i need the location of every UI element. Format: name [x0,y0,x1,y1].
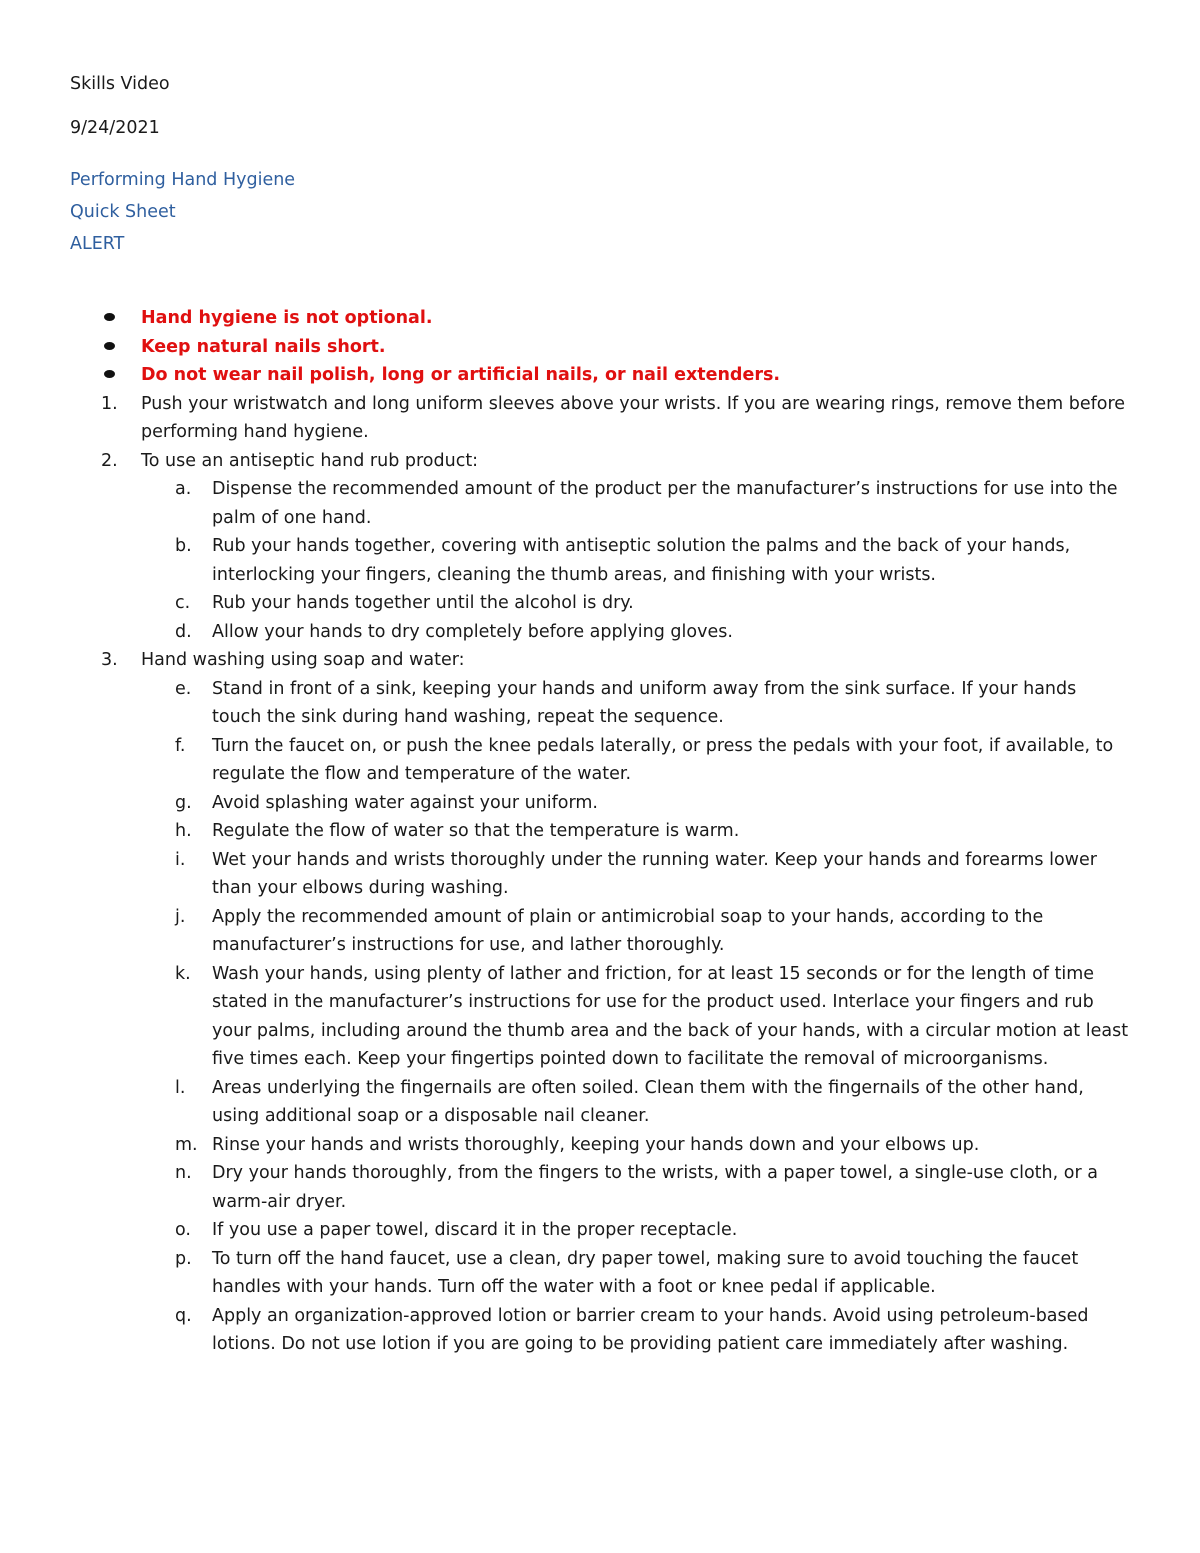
substep-text: Apply an organization-approved lotion or barrier cream to your hands. Avoid using petroleum-based lotions. Do not use lotion if you are going to be providing patient care immediately after washing. [212,1305,1089,1354]
procedure-step [70,390,1130,447]
procedure-steps [70,390,1130,1359]
substep-text: Wet your hands and wrists thoroughly under the running water. Keep your hands and forearms lower than your elbows during washing. [212,849,1097,898]
document-title: Skills Video [70,74,170,94]
substep-text: Rub your hands together, covering with antiseptic solution the palms and the back of your hands, interlocking your fingers, cleaning the thumb areas, and finishing with your wrists. [212,536,1071,585]
alert-list [70,304,1130,390]
substep-text: Stand in front of a sink, keeping your hands and uniform away from the sink surface. If your hands touch the sink during hand washing, repeat the sequence. [212,678,1077,727]
substep-letter: b. [175,536,192,556]
substep-letter: j. [175,906,186,927]
substep-letter: a. [175,479,192,499]
procedure-substep [70,903,1130,960]
procedure-substep [70,532,1130,589]
procedure-substep [70,1216,1130,1245]
procedure-substep [70,675,1130,732]
step-number: 2. [101,450,118,471]
step-text: To use an antiseptic hand rub product: [141,450,479,471]
substep-letter: f. [175,735,186,756]
procedure-substep [70,1159,1130,1216]
procedure-substep [70,1131,1130,1160]
bullet-icon [104,342,115,350]
alert-item [70,333,1130,362]
procedure-substep [70,618,1130,647]
substep-letter: c. [175,593,191,613]
sheet-heading: Performing Hand Hygiene [70,170,296,190]
substep-letter: d. [175,621,192,642]
procedure-substep [70,846,1130,903]
substep-list [141,475,1130,646]
alert-item [70,361,1130,390]
step-number: 3. [101,650,118,670]
step-text: Hand washing using soap and water: [141,650,465,670]
substep-letter: i. [175,849,186,870]
substep-text: Dry your hands thoroughly, from the fingers to the wrists, with a paper towel, a single-use cloth, or a warm-air dryer. [212,1163,1098,1212]
alert-text: Hand hygiene is not optional. [141,308,433,328]
procedure-substep [70,1245,1130,1302]
substep-text: Rub your hands together until the alcohol is dry. [212,593,634,613]
substep-text: Allow your hands to dry completely before applying gloves. [212,621,733,642]
substep-text: Avoid splashing water against your uniform. [212,792,598,813]
substep-letter: o. [175,1220,191,1240]
substep-list [141,675,1130,1359]
step-text: Push your wristwatch and long uniform sleeves above your wrists. If you are wearing rings, remove them before performing hand hygiene. [141,393,1126,442]
substep-text: Dispense the recommended amount of the product per the manufacturer’s instructions for use into the palm of one hand. [212,479,1118,528]
procedure-step [70,447,1130,647]
bullet-icon [104,370,115,378]
substep-letter: k. [175,963,191,984]
substep-text: To turn off the hand faucet, use a clean, dry paper towel, making sure to avoid touching the faucet handles with your hands. Turn off the water with a foot or knee pedal if applicable. [212,1248,1079,1297]
substep-letter: l. [175,1077,186,1098]
step-number: 1. [101,393,118,414]
substep-letter: g. [175,792,192,813]
procedure-substep [70,475,1130,532]
substep-text: Apply the recommended amount of plain or antimicrobial soap to your hands, according to the manufacturer’s instructions for use, and lather thoroughly. [212,906,1044,955]
substep-letter: n. [175,1163,192,1183]
substep-text: Areas underlying the fingernails are often soiled. Clean them with the fingernails of the other hand, using additional soap or a disposable nail cleaner. [212,1077,1084,1126]
sheet-subheading: Quick Sheet [70,202,176,222]
substep-text: Turn the faucet on, or push the knee pedals laterally, or press the pedals with your foot, if available, to regulate the flow and temperature of the water. [212,735,1114,784]
substep-text: Wash your hands, using plenty of lather and friction, for at least 15 seconds or for the length of time stated in the manufacturer’s instructions for use for the product used. Interlace your fingers and rub your palms, including around the thumb area and the back of your hands, with a circular motion at least five times each. Keep your fingertips pointed down to facilitate the removal of microorganisms. [212,963,1129,1069]
substep-letter: q. [175,1305,192,1326]
substep-letter: h. [175,821,192,841]
substep-letter: p. [175,1248,192,1269]
procedure-substep [70,789,1130,818]
alert-text: Do not wear nail polish, long or artificial nails, or nail extenders. [141,365,781,385]
alert-text: Keep natural nails short. [141,336,386,357]
procedure-substep [70,1074,1130,1131]
substep-letter: e. [175,678,192,699]
document-page [70,72,1130,1359]
substep-letter: m. [175,1134,198,1155]
procedure-substep [70,960,1130,1074]
procedure-substep [70,732,1130,789]
alert-item [70,304,1130,333]
substep-text: Regulate the flow of water so that the temperature is warm. [212,821,740,841]
procedure-substep [70,589,1130,618]
substep-text: If you use a paper towel, discard it in the proper receptacle. [212,1220,738,1240]
procedure-substep [70,817,1130,846]
substep-text: Rinse your hands and wrists thoroughly, keeping your hands down and your elbows up. [212,1134,980,1155]
procedure-substep [70,1302,1130,1359]
bullet-icon [104,313,115,321]
alert-label: ALERT [70,234,125,254]
procedure-step [70,646,1130,1359]
document-date: 9/24/2021 [70,118,160,138]
